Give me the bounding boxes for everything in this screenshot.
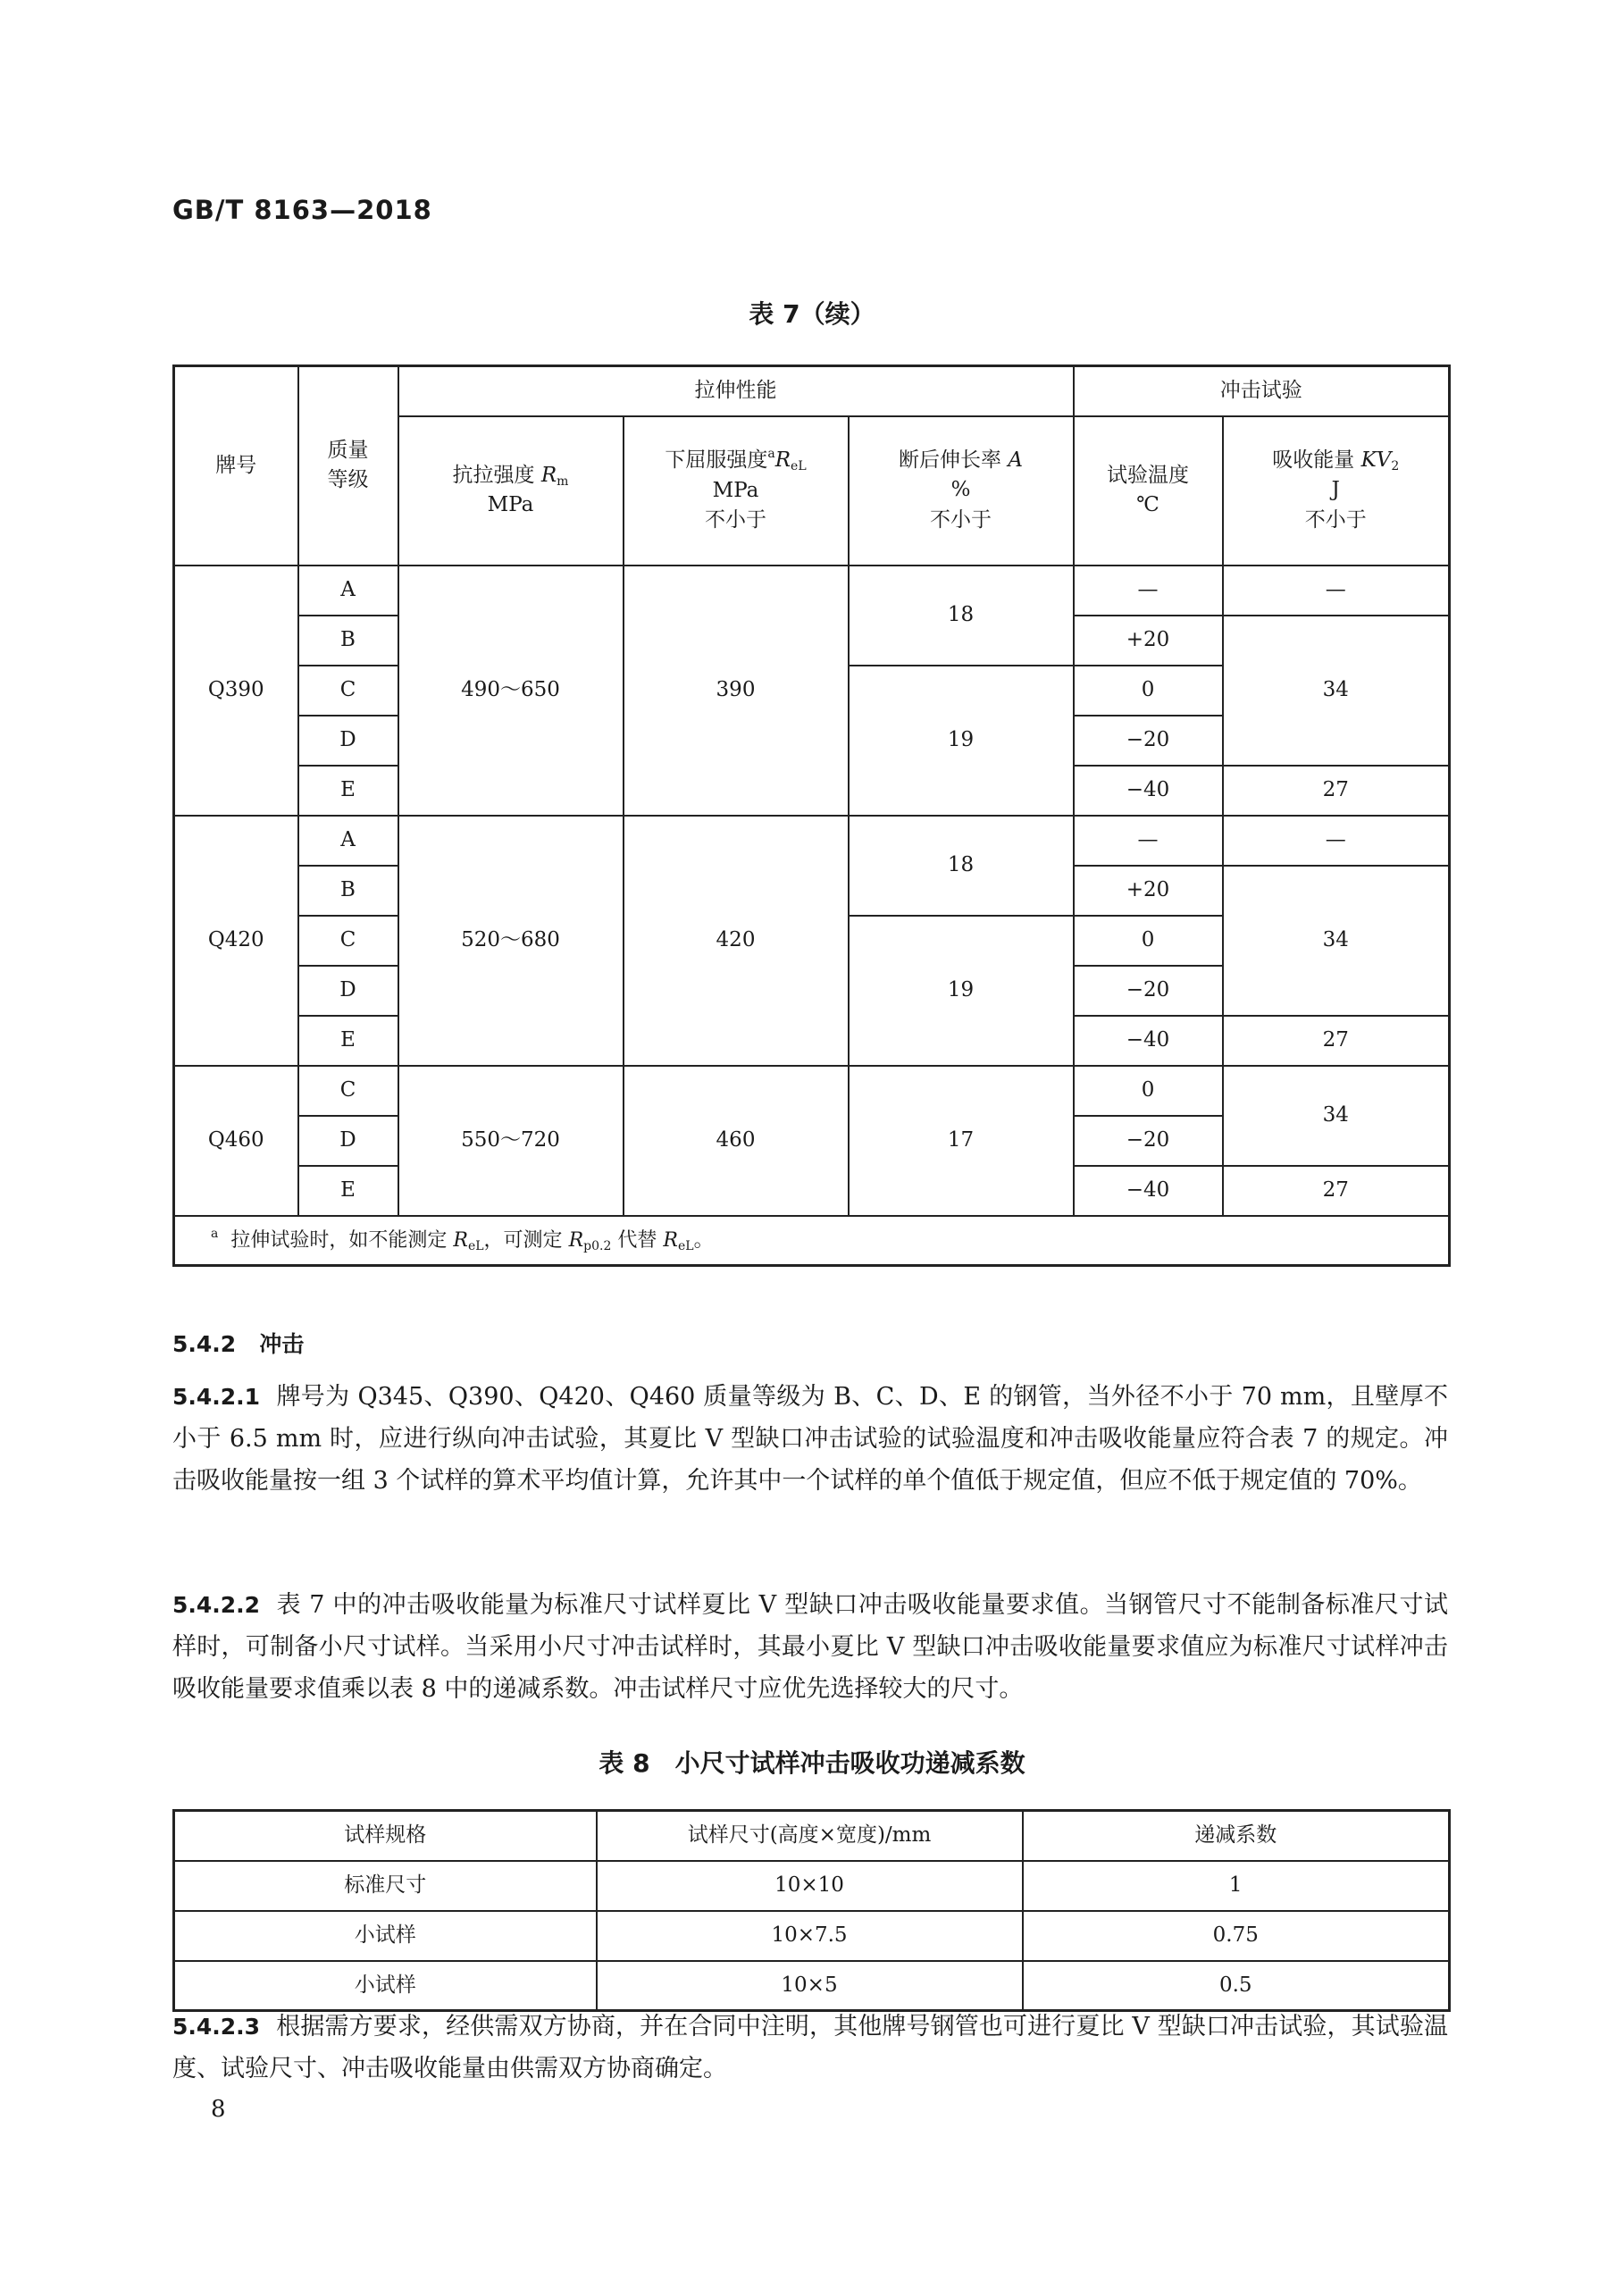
cell-kv: — <box>1223 566 1450 616</box>
th-kv-min: 不小于 <box>1304 507 1367 532</box>
table8-caption: 表 8 小尺寸试样冲击吸收功递减系数 <box>599 1748 1025 1778</box>
th-kv-unit: J <box>1331 478 1340 502</box>
cell-temp: −40 <box>1074 766 1223 816</box>
clause-number: 5.4.2.1 <box>172 1384 261 1410</box>
cell-kv: 34 <box>1223 866 1450 1016</box>
th-quality-line2: 等级 <box>327 468 369 492</box>
th-elong-min: 不小于 <box>930 507 992 532</box>
cell-kv: — <box>1223 816 1450 866</box>
section-heading <box>172 1327 304 1359</box>
cell-temp: +20 <box>1074 616 1223 666</box>
cell-temp: −20 <box>1074 1116 1223 1166</box>
cell-level: C <box>298 666 398 716</box>
standard-number: GB/T 8163—2018 <box>172 195 432 225</box>
t8-cell: 1 <box>1023 1861 1450 1911</box>
cell-elongation: 19 <box>849 916 1074 1066</box>
cell-level: D <box>298 1116 398 1166</box>
cell-level: A <box>298 816 398 866</box>
cell-level: E <box>298 766 398 816</box>
t8-cell: 0.5 <box>1023 1961 1450 2011</box>
t8-header: 试样尺寸(高度×宽度)/mm <box>597 1811 1023 1861</box>
cell-rel: 390 <box>624 566 849 816</box>
th-rm-unit: MPa <box>487 493 534 516</box>
cell-kv: 34 <box>1223 616 1450 766</box>
th-rel-min: 不小于 <box>705 508 766 532</box>
cell-elongation: 18 <box>849 816 1074 916</box>
t8-cell: 标准尺寸 <box>174 1861 597 1911</box>
th-rm-line1: 抗拉强度 $R_m$ <box>452 463 569 489</box>
cell-temp: −20 <box>1074 966 1223 1016</box>
t8-header: 试样规格 <box>174 1811 597 1861</box>
th-elong-line1: 断后伸长率 A <box>899 448 1023 472</box>
th-impact-group: 冲击试验 <box>1074 366 1450 416</box>
cell-grade-q390: Q390 <box>174 566 298 816</box>
paragraph-5-4-2-1 <box>172 1376 1448 1502</box>
th-rel-line1: 下屈服强度$^aR_{eL}$ <box>665 447 807 474</box>
cell-temp: 0 <box>1074 916 1223 966</box>
th-tensile-group: 拉伸性能 <box>398 366 1074 416</box>
th-temp <box>1074 416 1223 566</box>
clause-number: 5.4.2.3 <box>172 2014 261 2040</box>
cell-elongation: 18 <box>849 566 1074 666</box>
cell-rm: 490～650 <box>398 566 624 816</box>
th-temp-unit: ℃ <box>1136 493 1159 516</box>
section-title: 冲击 <box>259 1331 305 1357</box>
t8-cell: 0.75 <box>1023 1911 1450 1961</box>
cell-kv: 27 <box>1223 766 1450 816</box>
cell-temp: +20 <box>1074 866 1223 916</box>
cell-level: B <box>298 616 398 666</box>
clause-text: 表 7 中的冲击吸收能量为标准尺寸试样夏比 V 型缺口冲击吸收能量要求值。当钢管尺寸不能制备标准尺寸试样时，可制备小尺寸试样。当采用小尺寸冲击试样时，其最小夏比 V 型缺口冲击吸收能量要求值应为标准尺寸试样冲击吸收能量要求值乘以表 8 中的递减系数。冲击试样尺寸应优先选择较大的尺寸。 <box>172 1591 1448 1703</box>
table7 <box>172 365 1451 1267</box>
th-kv <box>1223 416 1450 566</box>
t8-cell: 10×10 <box>597 1861 1023 1911</box>
cell-temp: — <box>1074 816 1223 866</box>
th-temp-line1: 试验温度 <box>1107 463 1190 487</box>
page-number: 8 <box>211 2096 226 2123</box>
t8-cell: 10×5 <box>597 1961 1023 2011</box>
cell-temp: — <box>1074 566 1223 616</box>
table7-footnote: $^a$ 拉伸试验时，如不能测定 $R_{eL}$，可测定 $R_{p0.2}$ 代替 $R_{eL}$。 <box>174 1216 1450 1266</box>
t8-cell: 10×7.5 <box>597 1911 1023 1961</box>
cell-kv: 34 <box>1223 1066 1450 1166</box>
t8-cell: 小试样 <box>174 1961 597 2011</box>
clause-text: 根据需方要求，经供需双方协商，并在合同中注明，其他牌号钢管也可进行夏比 V 型缺口冲击试验，其试验温度、试验尺寸、冲击吸收能量由供需双方协商确定。 <box>172 2013 1448 2082</box>
th-elong-unit: % <box>950 478 971 502</box>
paragraph-5-4-2-2 <box>172 1584 1448 1710</box>
th-quality <box>298 366 398 566</box>
cell-rel: 420 <box>624 816 849 1066</box>
th-rm <box>398 416 624 566</box>
cell-grade-q420: Q420 <box>174 816 298 1066</box>
table7-caption: 表 7（续） <box>749 299 875 329</box>
cell-temp: −20 <box>1074 716 1223 766</box>
cell-kv: 27 <box>1223 1016 1450 1066</box>
cell-kv: 27 <box>1223 1166 1450 1216</box>
paragraph-5-4-2-3 <box>172 2006 1448 2090</box>
cell-temp: −40 <box>1074 1166 1223 1216</box>
cell-level: B <box>298 866 398 916</box>
clause-text: 牌号为 Q345、Q390、Q420、Q460 质量等级为 B、C、D、E 的钢管，当外径不小于 70 mm，且壁厚不小于 6.5 mm 时，应进行纵向冲击试验，其夏比 V 型缺口冲击试验的试验温度和冲击吸收能量应符合表 7 的规定。冲击吸收能量按一组 3 个试样的算术平均值计算，允许其中一个试样的单个值低于规定值，但应不低于规定值的 70%。 <box>172 1383 1448 1495</box>
th-elongation <box>849 416 1074 566</box>
section-number: 5.4.2 <box>172 1331 237 1357</box>
t8-cell: 小试样 <box>174 1911 597 1961</box>
cell-level: E <box>298 1016 398 1066</box>
cell-grade-q460: Q460 <box>174 1066 298 1216</box>
table8 <box>172 1809 1451 2012</box>
cell-temp: −40 <box>1074 1016 1223 1066</box>
cell-rm: 520～680 <box>398 816 624 1066</box>
cell-level: A <box>298 566 398 616</box>
cell-temp: 0 <box>1074 666 1223 716</box>
th-grade: 牌号 <box>174 366 298 566</box>
cell-level: C <box>298 916 398 966</box>
cell-level: D <box>298 716 398 766</box>
cell-rel: 460 <box>624 1066 849 1216</box>
cell-level: C <box>298 1066 398 1116</box>
cell-elongation: 19 <box>849 666 1074 816</box>
cell-level: E <box>298 1166 398 1216</box>
th-quality-line1: 质量 <box>327 438 369 462</box>
th-kv-line1: 吸收能量 $KV_2$ <box>1272 448 1400 473</box>
cell-temp: 0 <box>1074 1066 1223 1116</box>
cell-level: D <box>298 966 398 1016</box>
clause-number: 5.4.2.2 <box>172 1592 261 1618</box>
th-rel <box>624 416 849 566</box>
th-rel-unit: MPa <box>712 478 759 502</box>
cell-elongation: 17 <box>849 1066 1074 1216</box>
cell-rm: 550～720 <box>398 1066 624 1216</box>
t8-header: 递减系数 <box>1023 1811 1450 1861</box>
